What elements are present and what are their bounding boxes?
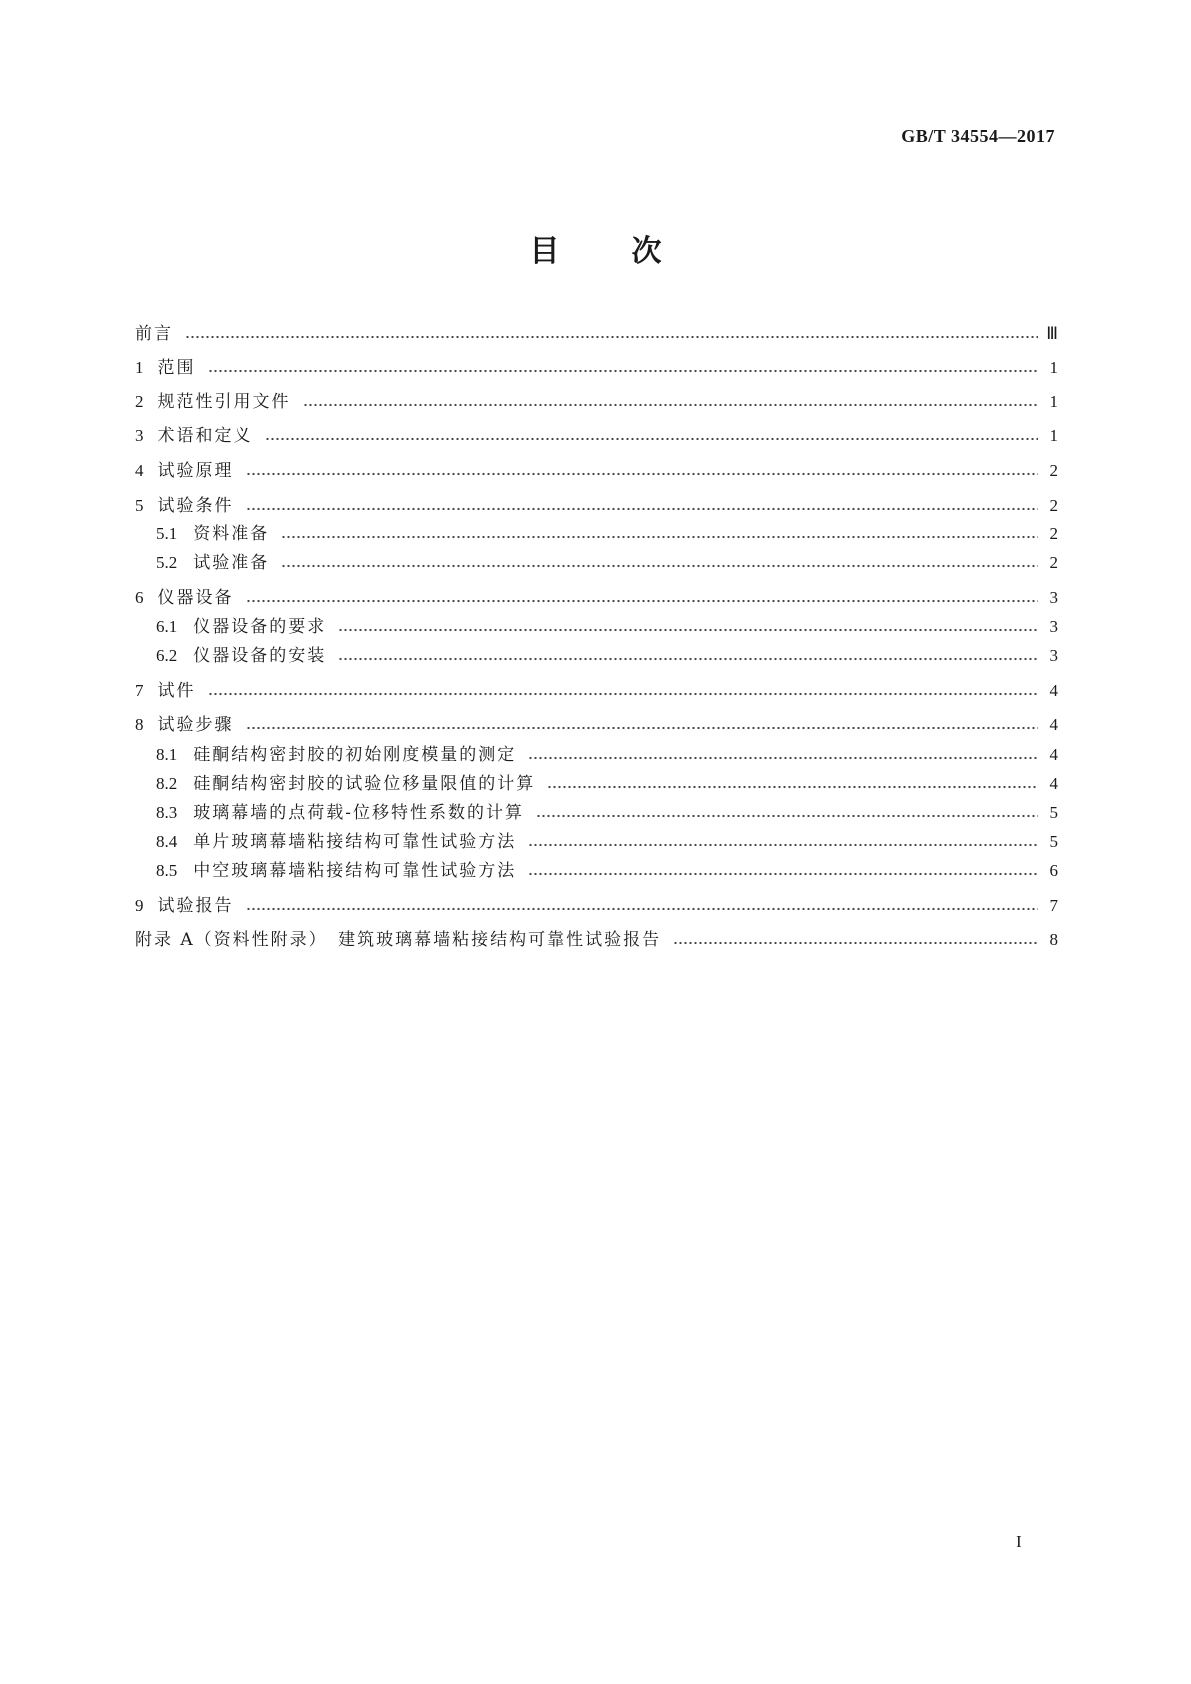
toc-dot-leader [673, 940, 1038, 946]
title-char-2: 次 [631, 234, 662, 269]
toc-entry-label: 试验准备 [193, 553, 270, 573]
toc-dot-leader [338, 656, 1038, 662]
toc-entry[interactable] [135, 859, 1058, 883]
toc-dot-leader [528, 842, 1038, 848]
toc-entry-label: 前言 [135, 324, 173, 344]
toc-entry[interactable] [135, 743, 1058, 767]
toc-entry-page: 8 [1049, 930, 1058, 949]
toc-entry[interactable] [135, 801, 1058, 825]
toc-entry-label: 试验步骤 [157, 715, 234, 735]
toc-entry-page: 6 [1049, 861, 1058, 880]
toc-entry-number: 1 [135, 358, 144, 377]
toc-dot-leader [281, 563, 1038, 569]
toc-entry-number: 4 [135, 461, 144, 480]
toc-entry-page: 1 [1049, 426, 1058, 445]
toc-entry-label: 附录 A（资料性附录） 建筑玻璃幕墙粘接结构可靠性试验报告 [135, 930, 662, 950]
toc-dot-leader [246, 906, 1039, 912]
title-char-1: 目 [529, 234, 560, 269]
toc-entry-page: 1 [1049, 358, 1058, 377]
toc-entry-number: 8 [135, 715, 144, 734]
toc-entry-number: 8.1 [156, 745, 178, 764]
toc-entry-page: 4 [1049, 715, 1058, 734]
toc-entry-label: 试验报告 [157, 896, 234, 916]
toc-entry-label: 仪器设备的安装 [193, 646, 327, 666]
toc-dot-leader [338, 627, 1038, 633]
toc-entry-label: 规范性引用文件 [157, 392, 291, 412]
toc-dot-leader [246, 598, 1039, 604]
toc-entry-number: 9 [135, 896, 144, 915]
toc-entry-number: 8.3 [156, 803, 178, 822]
toc-entry-page: 2 [1049, 496, 1058, 515]
toc-dot-leader [547, 784, 1038, 790]
toc-entry-page: Ⅲ [1046, 324, 1058, 343]
toc-entry[interactable] [135, 679, 1058, 703]
toc-entry[interactable] [135, 356, 1058, 380]
toc-entry[interactable] [135, 772, 1058, 796]
toc-entry-number: 6 [135, 588, 144, 607]
toc-entry-page: 4 [1049, 774, 1058, 793]
toc-dot-leader [528, 755, 1038, 761]
toc-entry-page: 7 [1049, 896, 1058, 915]
toc-entry[interactable] [135, 459, 1058, 483]
toc-entry-label: 试验条件 [157, 496, 234, 516]
toc-entry-page: 3 [1049, 617, 1058, 636]
toc-dot-leader [208, 691, 1039, 697]
toc-entry-page: 3 [1049, 588, 1058, 607]
toc-entry[interactable] [135, 928, 1058, 952]
toc-entry[interactable] [135, 390, 1058, 414]
toc-entry-label: 硅酮结构密封胶的初始刚度模量的测定 [193, 745, 517, 765]
toc-dot-leader [265, 436, 1039, 442]
toc-entry[interactable] [135, 644, 1058, 668]
toc-entry[interactable] [135, 494, 1058, 518]
toc-entry-label: 硅酮结构密封胶的试验位移量限值的计算 [193, 774, 536, 794]
toc-entry-label: 试件 [157, 681, 196, 701]
toc-entry-label: 玻璃幕墙的点荷载-位移特性系数的计算 [193, 803, 524, 823]
toc-entry[interactable] [135, 586, 1058, 610]
toc-dot-leader [303, 402, 1039, 408]
toc-entry-page: 2 [1049, 524, 1058, 543]
toc-entry-number: 8.5 [156, 861, 178, 880]
toc-entry[interactable] [135, 522, 1058, 546]
toc-entry[interactable] [135, 551, 1058, 575]
toc-dot-leader [208, 368, 1039, 374]
toc-dot-leader [246, 471, 1039, 477]
toc-entry-number: 7 [135, 681, 144, 700]
toc-dot-leader [281, 534, 1038, 540]
toc-entry[interactable] [135, 615, 1058, 639]
toc-dot-leader [246, 725, 1039, 731]
toc-entry-number: 8.4 [156, 832, 178, 851]
toc-entry-label: 中空玻璃幕墙粘接结构可靠性试验方法 [193, 861, 517, 881]
toc-entry-label: 术语和定义 [157, 426, 253, 446]
toc-entry-number: 5 [135, 496, 144, 515]
toc-entry-page: 4 [1049, 745, 1058, 764]
toc-entry-label: 仪器设备的要求 [193, 617, 327, 637]
toc-entry-page: 5 [1049, 832, 1058, 851]
toc-entry-label: 资料准备 [193, 524, 270, 544]
page-title [0, 226, 1191, 270]
toc-entry-number: 2 [135, 392, 144, 411]
toc-entry-label: 仪器设备 [157, 588, 234, 608]
toc-entry[interactable] [135, 322, 1058, 346]
page-number: I [1016, 1532, 1022, 1551]
toc-entry[interactable] [135, 424, 1058, 448]
toc-entry-number: 5.1 [156, 524, 178, 543]
toc-entry-page: 4 [1049, 681, 1058, 700]
toc-entry-page: 1 [1049, 392, 1058, 411]
toc-entry[interactable] [135, 894, 1058, 918]
toc-entry-number: 3 [135, 426, 144, 445]
toc-entry[interactable] [135, 830, 1058, 854]
toc-entry-label: 范围 [157, 358, 196, 378]
toc-entry-number: 6.2 [156, 646, 178, 665]
toc-entry-label: 单片玻璃幕墙粘接结构可靠性试验方法 [193, 832, 517, 852]
toc-dot-leader [185, 334, 1038, 340]
toc-dot-leader [246, 506, 1039, 512]
toc-entry-number: 8.2 [156, 774, 178, 793]
toc-entry-page: 5 [1049, 803, 1058, 822]
toc-dot-leader [536, 813, 1038, 819]
toc-entry-number: 6.1 [156, 617, 178, 636]
toc-entry-number: 5.2 [156, 553, 178, 572]
toc-entry-page: 3 [1049, 646, 1058, 665]
toc-entry-page: 2 [1049, 553, 1058, 572]
standard-code: GB/T 34554—2017 [901, 126, 1055, 146]
toc-entry-page: 2 [1049, 461, 1058, 480]
toc-entry[interactable] [135, 713, 1058, 737]
toc-dot-leader [528, 871, 1038, 877]
toc-entry-label: 试验原理 [157, 461, 234, 481]
